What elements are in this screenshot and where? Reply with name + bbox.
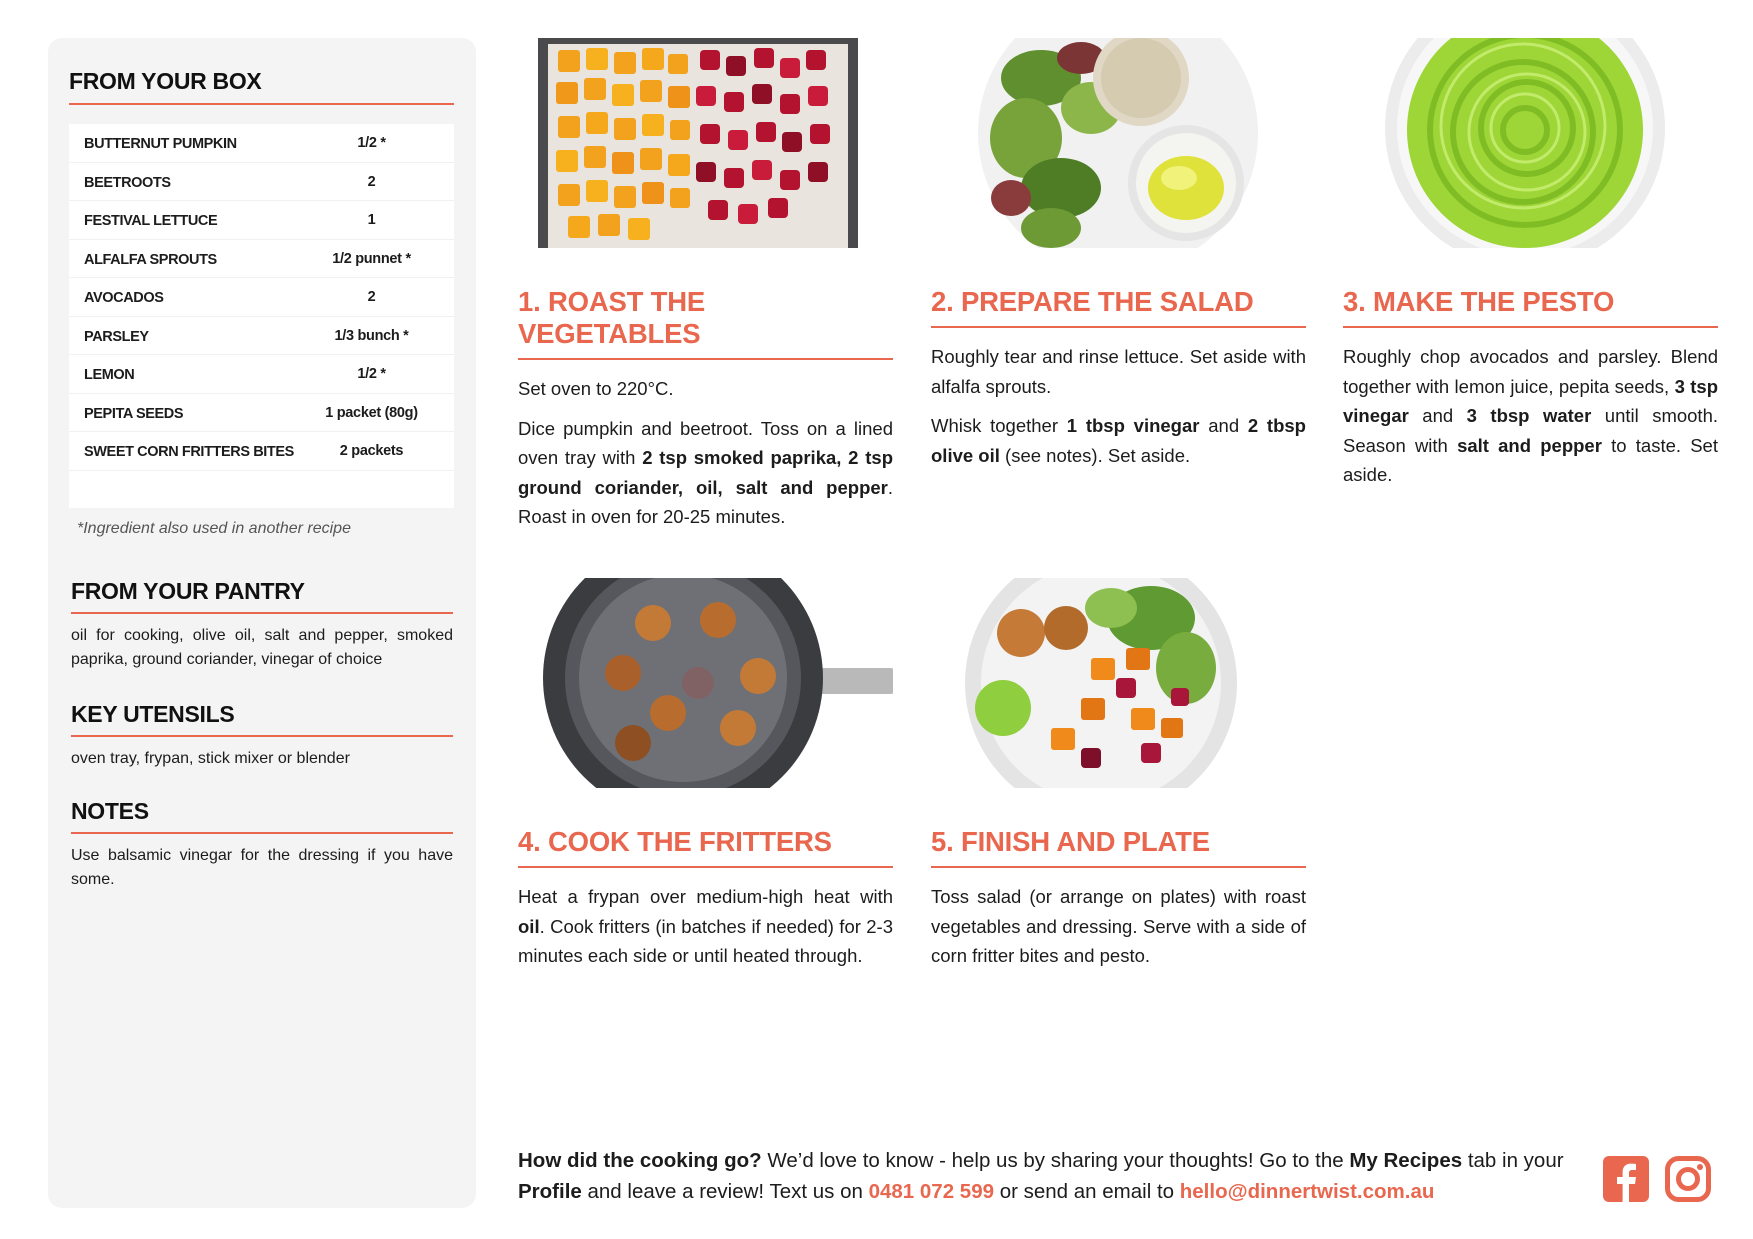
feedback-question: How did the cooking go? [518, 1149, 762, 1172]
step-instructions [518, 374, 893, 532]
ingredient-qty: 1/2 * [357, 135, 386, 151]
email-link[interactable]: hello@dinnertwist.com.au [1179, 1180, 1435, 1203]
instruction-text: Toss salad (or arrange on plates) with roast vegetables and dressing. Serve with a side of corn fritter bites and pesto. [931, 886, 1306, 966]
pantry-title: FROM YOUR PANTRY [71, 578, 305, 604]
ingredient-qty: 1/3 bunch * [334, 327, 409, 344]
instruction-text: Heat a frypan over medium-high heat with oil. Cook fritters (in batches if needed) for 2-3 minutes each side or until heated through. [518, 886, 893, 966]
divider [69, 103, 454, 105]
utensils-section [71, 701, 453, 771]
instruction-text: Whisk together 1 tbsp vinegar and 2 tbsp olive oil (see notes). Set aside. [931, 415, 1306, 466]
ingredient-name: PARSLEY [84, 328, 149, 345]
step-title: 1. ROAST THE VEGETABLES [518, 286, 893, 360]
step-4 [518, 578, 893, 981]
divider [71, 612, 453, 614]
ingredient-row [69, 240, 454, 279]
ingredient-name: AVOCADOS [84, 290, 164, 306]
box-title: FROM YOUR BOX [69, 68, 262, 94]
ingredient-name: FESTIVAL LETTUCE [84, 213, 218, 229]
step-5 [931, 578, 1306, 981]
plated-dish-photo [931, 578, 1306, 788]
notes-title: NOTES [71, 798, 149, 824]
ingredient-row [69, 278, 454, 317]
utensils-text: oven tray, frypan, stick mixer or blender [71, 750, 350, 767]
utensils-title: KEY UTENSILS [71, 701, 235, 727]
ingredient-row [69, 355, 454, 394]
pesto-photo [1343, 38, 1718, 248]
step-instructions [931, 342, 1306, 470]
step-instructions [518, 882, 893, 971]
instruction-text: Dice pumpkin and beetroot. Toss on a lined oven tray with 2 tsp smoked paprika, 2 tsp ground coriander, oil, salt and pepper. Roast in oven for 20-25 minutes. [518, 417, 893, 527]
ingredient-row [69, 201, 454, 240]
ingredient-name: PEPITA SEEDS [84, 405, 184, 422]
ingredient-row [69, 394, 454, 433]
roast-vegetables-photo [518, 38, 893, 248]
my-recipes-link[interactable]: My Recipes [1349, 1149, 1463, 1172]
divider [71, 832, 453, 834]
ingredient-table [69, 124, 454, 508]
feedback-footer: How did the cooking go? We’d love to know - help us by sharing your thoughts! Go to the My Recipes tab in your Profile and leave a review! Text us on 0481 072 599 or send an email to hello@dinnertwist.com.au [518, 1149, 1564, 1203]
instagram-icon[interactable] [1665, 1156, 1711, 1202]
fritters-photo [518, 578, 893, 788]
instruction-text: Set oven to 220°C. [518, 378, 674, 399]
step-title: 2. PREPARE THE SALAD [931, 286, 1306, 328]
ingredient-qty: 2 [367, 289, 376, 305]
box-section-header [69, 68, 454, 105]
step-2 [931, 38, 1306, 480]
ingredient-qty: 1/2 * [357, 366, 386, 382]
step-instructions [1343, 342, 1718, 490]
ingredient-qty: 1 packet (80g) [325, 404, 418, 421]
ingredient-row [69, 124, 454, 163]
step-title: 3. MAKE THE PESTO [1343, 286, 1718, 328]
step-3 [1343, 38, 1718, 500]
facebook-icon[interactable] [1603, 1156, 1649, 1202]
ingredient-qty: 1 [367, 212, 376, 228]
ingredient-row [69, 432, 454, 471]
ingredient-qty: 2 packets [339, 443, 404, 459]
instruction-text: Roughly tear and rinse lettuce. Set aside with alfalfa sprouts. [931, 346, 1306, 397]
ingredient-row [69, 163, 454, 202]
ingredient-footnote: *Ingredient also used in another recipe [77, 520, 351, 537]
ingredient-qty: 2 [367, 173, 376, 190]
salad-photo [931, 38, 1306, 248]
step-title: 4. COOK THE FRITTERS [518, 826, 893, 868]
profile-link[interactable]: Profile [518, 1180, 582, 1203]
step-instructions [931, 882, 1306, 971]
ingredient-name: BUTTERNUT PUMPKIN [84, 136, 237, 152]
instruction-text: Roughly chop avocados and parsley. Blend together with lemon juice, pepita seeds, 3 tsp vinegar and 3 tbsp water until smooth. Season with salt and pepper to taste. Set aside. [1343, 346, 1719, 485]
divider [71, 735, 453, 737]
ingredient-qty: 1/2 punnet * [332, 250, 411, 267]
step-title: 5. FINISH AND PLATE [931, 826, 1306, 868]
ingredient-name: ALFALFA SPROUTS [84, 251, 217, 268]
ingredient-row [69, 317, 454, 356]
ingredient-name: SWEET CORN FRITTERS BITES [84, 444, 294, 460]
step-1 [518, 38, 893, 542]
pantry-text: oil for cooking, olive oil, salt and pepper, smoked paprika, ground coriander, vinegar of choice [71, 627, 453, 668]
ingredient-name: LEMON [84, 367, 135, 383]
ingredient-name: BEETROOTS [84, 174, 171, 191]
notes-text: Use balsamic vinegar for the dressing if you have some. [71, 847, 453, 888]
notes-section [71, 798, 453, 892]
phone-link[interactable]: 0481 072 599 [868, 1180, 994, 1203]
ingredients-panel [48, 38, 476, 1208]
pantry-section [71, 578, 453, 672]
